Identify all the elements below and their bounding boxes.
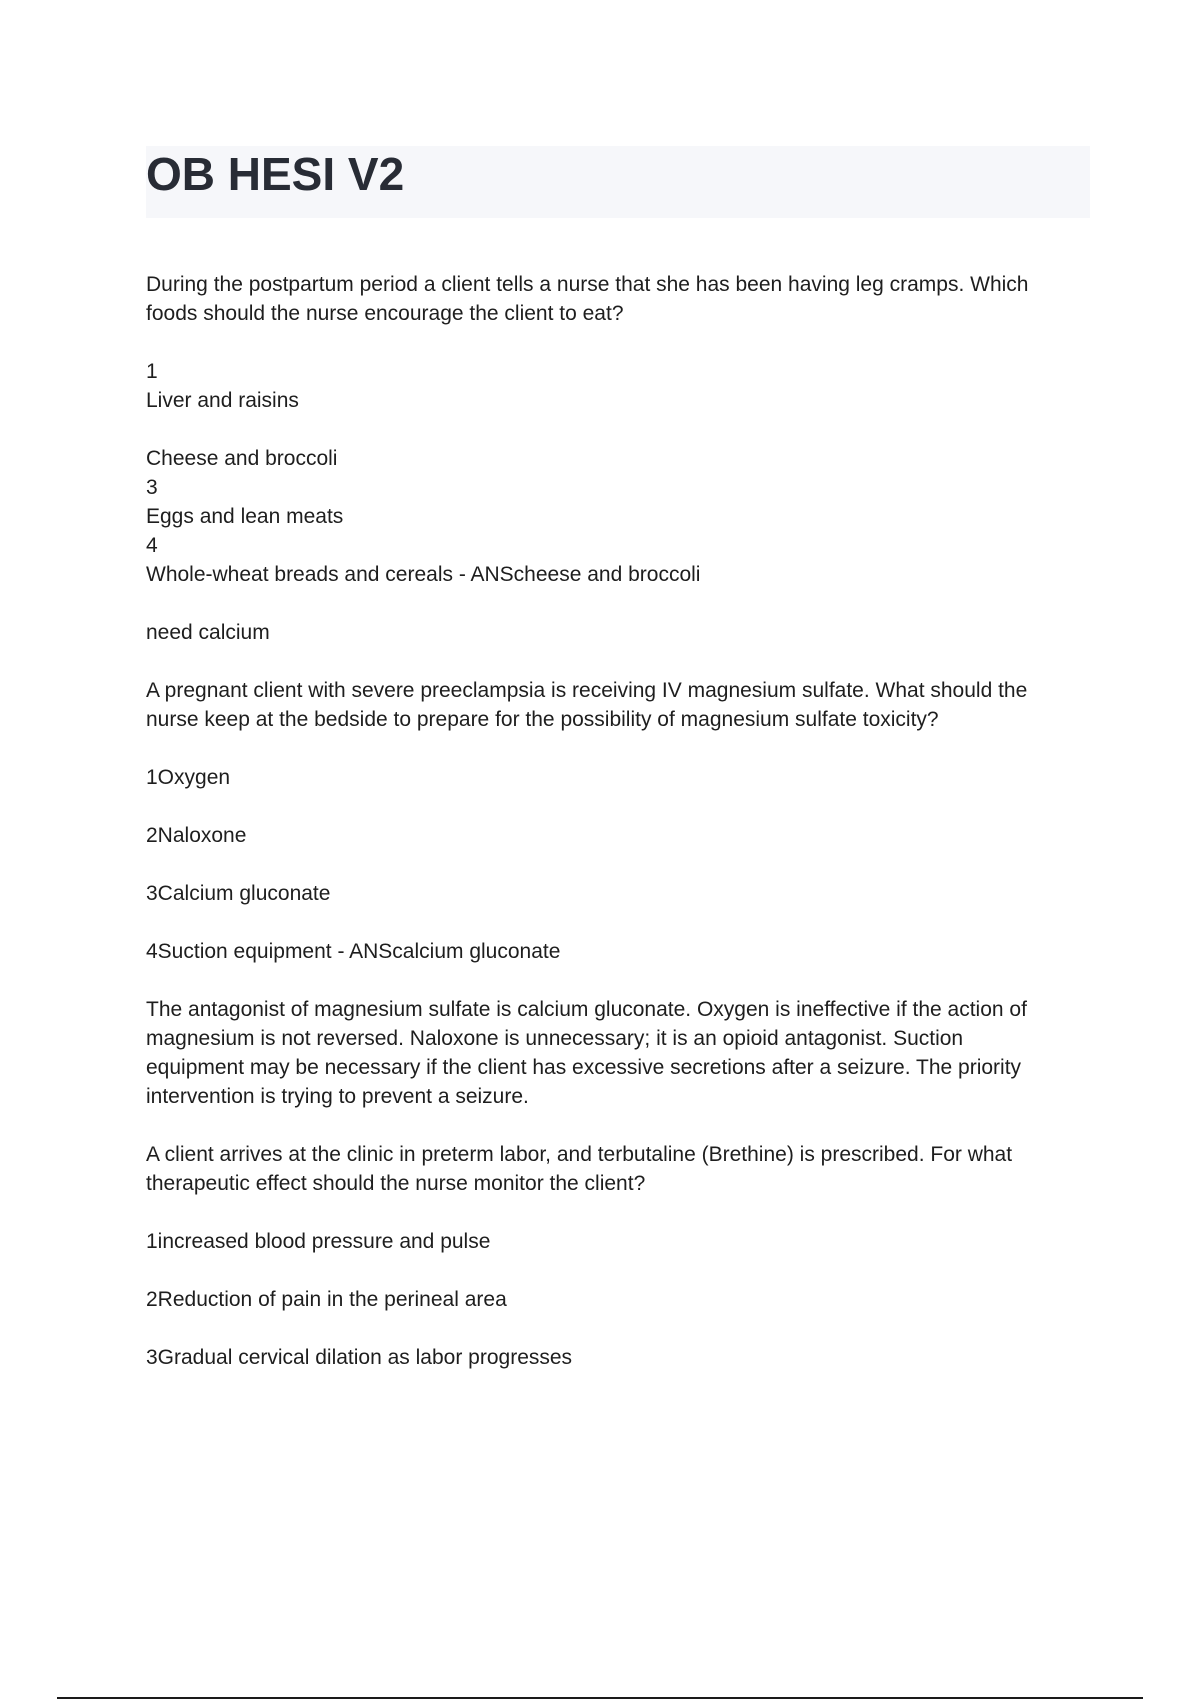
q2-rationale-line-3: equipment may be necessary if the client has excessive secretions after a seizure. The priority [146, 1056, 1022, 1079]
q1-option-1-number: 1 [146, 360, 158, 383]
q1-stem-line-1: During the postpartum period a client tells a nurse that she has been having leg cramps. Which [146, 273, 1029, 296]
q1-option-4-number: 4 [146, 534, 158, 557]
q1-option-2-text: Cheese and broccoli [146, 447, 338, 470]
q1-option-3-text: Eggs and lean meats [146, 505, 344, 528]
q2-rationale-line-2: magnesium is not reversed. Naloxone is unnecessary; it is an opioid antagonist. Suction [146, 1027, 964, 1050]
q3-option-1: 1increased blood pressure and pulse [146, 1230, 491, 1253]
q2-option-2: 2Naloxone [146, 824, 247, 847]
q2-option-3: 3Calcium gluconate [146, 882, 331, 905]
q2-stem-line-1: A pregnant client with severe preeclampsia is receiving IV magnesium sulfate. What should the [146, 679, 1028, 702]
q1-option-4-text: Whole-wheat breads and cereals - ANScheese and broccoli [146, 563, 701, 586]
q1-rationale: need calcium [146, 621, 270, 644]
q2-stem-line-2: nurse keep at the bedside to prepare for the possibility of magnesium sulfate toxicity? [146, 708, 939, 731]
q2-option-4: 4Suction equipment - ANScalcium gluconate [146, 940, 561, 963]
document-title: OB HESI V2 [146, 148, 405, 200]
q2-option-1: 1Oxygen [146, 766, 231, 789]
q3-option-2: 2Reduction of pain in the perineal area [146, 1288, 507, 1311]
q2-rationale-line-1: The antagonist of magnesium sulfate is calcium gluconate. Oxygen is ineffective if the action of [146, 998, 1027, 1021]
document-content [146, 270, 1090, 1372]
q1-option-1-text: Liver and raisins [146, 389, 299, 412]
q3-stem-line-2: therapeutic effect should the nurse monitor the client? [146, 1172, 646, 1195]
q1-option-3-number: 3 [146, 476, 158, 499]
q3-stem-line-1: A client arrives at the clinic in preterm labor, and terbutaline (Brethine) is prescribed. For what [146, 1143, 1013, 1166]
q2-rationale-line-4: intervention is trying to prevent a seizure. [146, 1085, 529, 1108]
footer-rule [57, 1697, 1143, 1699]
q3-option-3: 3Gradual cervical dilation as labor progresses [146, 1346, 573, 1369]
q1-stem-line-2: foods should the nurse encourage the client to eat? [146, 302, 624, 325]
